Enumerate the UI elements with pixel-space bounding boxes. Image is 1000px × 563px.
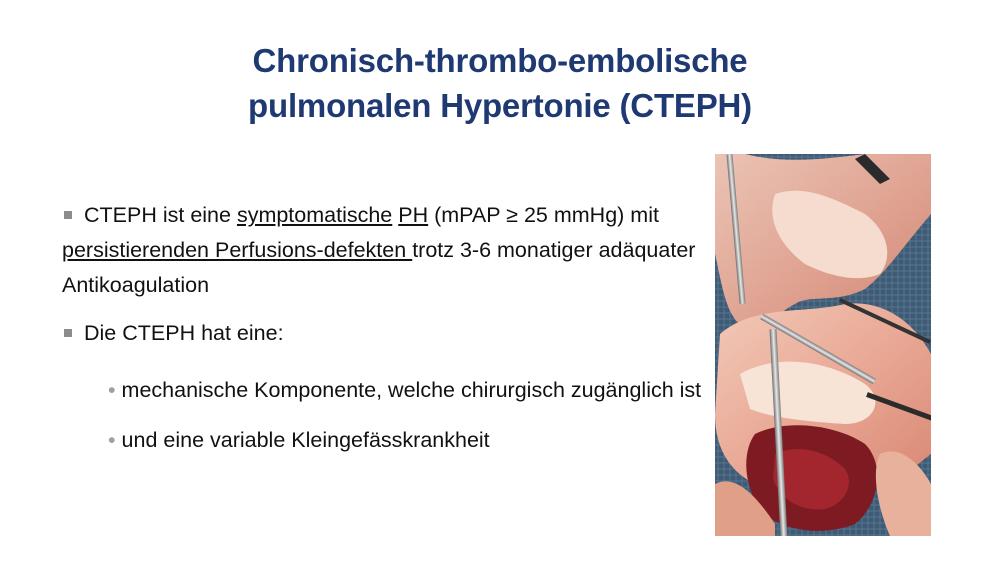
underlined-term: symptomatische (236, 203, 393, 227)
sub-bullet-mechanical (108, 373, 702, 408)
underlined-term: persistierenden Perfusions-defekten (62, 238, 413, 262)
square-bullet-icon (64, 211, 72, 219)
bullet-item-components (62, 316, 702, 351)
title-line-1: Chronisch-thrombo-embolische (252, 42, 748, 79)
title-line-2: pulmonalen Hypertonie (CTEPH) (248, 87, 752, 124)
dot-bullet-icon: • (108, 428, 116, 452)
slide-title (150, 38, 850, 128)
sub-bullet-small-vessel (108, 423, 702, 458)
underlined-term: PH (398, 203, 429, 227)
bullet-item-definition (62, 198, 702, 303)
bullet-text: trotz 3-6 monatiger adäquater Antikoagulation (62, 238, 696, 297)
bullet-text: CTEPH ist eine (84, 203, 237, 227)
bullet-text: (mPAP ≥ 25 mmHg) mit (428, 203, 659, 227)
sub-bullet-text: mechanische Komponente, welche chirurgisch zugänglich ist (121, 378, 702, 402)
dot-bullet-icon: • (108, 378, 116, 402)
surgical-specimen-photo (715, 154, 931, 536)
square-bullet-icon (64, 329, 72, 337)
bullet-text: Die CTEPH hat eine: (84, 321, 284, 345)
sub-bullet-text: und eine variable Kleingefässkrankheit (121, 428, 490, 452)
bullet-list (62, 198, 702, 473)
